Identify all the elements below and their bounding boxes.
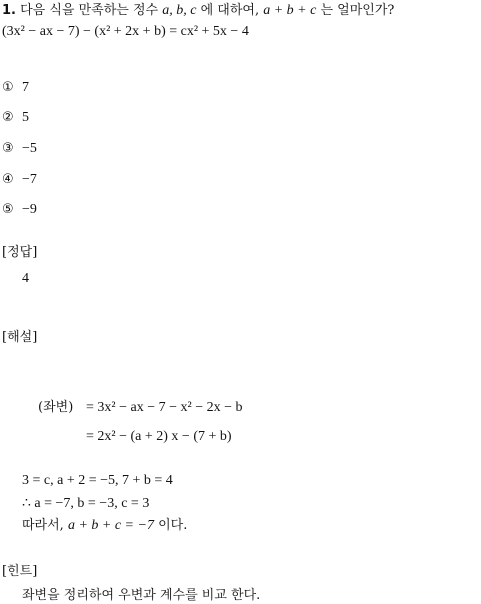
choice-1[interactable] bbox=[2, 81, 29, 95]
choice-marker: ② bbox=[2, 110, 14, 125]
explanation-line-5 bbox=[22, 519, 187, 533]
choice-2[interactable] bbox=[2, 111, 29, 125]
choice-5[interactable] bbox=[2, 203, 37, 217]
conclusion-text-pre: 따라서, bbox=[22, 518, 68, 533]
lhs-label: (좌변) bbox=[38, 400, 74, 415]
choice-value: −5 bbox=[22, 141, 37, 156]
explanation-line-4: ∴ a = −7, b = −3, c = 3 bbox=[22, 496, 150, 511]
explanation-label: [해설] bbox=[2, 330, 38, 345]
hint-label: [힌트] bbox=[2, 564, 38, 579]
choice-value: −7 bbox=[22, 172, 37, 187]
problem-equation: (3x² − ax − 7) − (x² + 2x + b) = cx² + 5x − 4 bbox=[2, 24, 249, 39]
explanation-line-3: 3 = c, a + 2 = −5, 7 + b = 4 bbox=[22, 473, 173, 488]
conclusion-text-post: 이다. bbox=[153, 518, 188, 533]
answer-label: [정답] bbox=[2, 245, 38, 260]
conclusion-expr: a + b + c = −7 bbox=[67, 518, 154, 533]
hint-text: 좌변을 정리하여 우변과 계수를 비교 한다. bbox=[22, 588, 261, 603]
explanation-line-1: = 3x² − ax − 7 − x² − 2x − b bbox=[86, 400, 243, 415]
statement-text-pre: 다음 식을 만족하는 정수 bbox=[20, 3, 163, 18]
choice-marker: ⑤ bbox=[2, 202, 14, 217]
choice-value: 7 bbox=[22, 80, 29, 95]
statement-text-mid: 에 대하여, bbox=[196, 3, 264, 18]
statement-text-post: 는 얼마인가? bbox=[316, 3, 395, 18]
statement-expr: a + b + c bbox=[263, 3, 317, 18]
problem-statement bbox=[2, 4, 394, 18]
problem-number: 1. bbox=[2, 3, 16, 18]
choice-value: −9 bbox=[22, 202, 37, 217]
choice-marker: ③ bbox=[2, 141, 14, 156]
choice-marker: ④ bbox=[2, 172, 14, 187]
answer-value: 4 bbox=[22, 271, 29, 286]
choice-4[interactable] bbox=[2, 173, 37, 187]
choice-3[interactable] bbox=[2, 142, 37, 156]
choice-marker: ① bbox=[2, 80, 14, 95]
choice-value: 5 bbox=[22, 110, 29, 125]
explanation-line-2: = 2x² − (a + 2) x − (7 + b) bbox=[86, 429, 232, 444]
statement-vars: a, b, c bbox=[162, 3, 197, 18]
